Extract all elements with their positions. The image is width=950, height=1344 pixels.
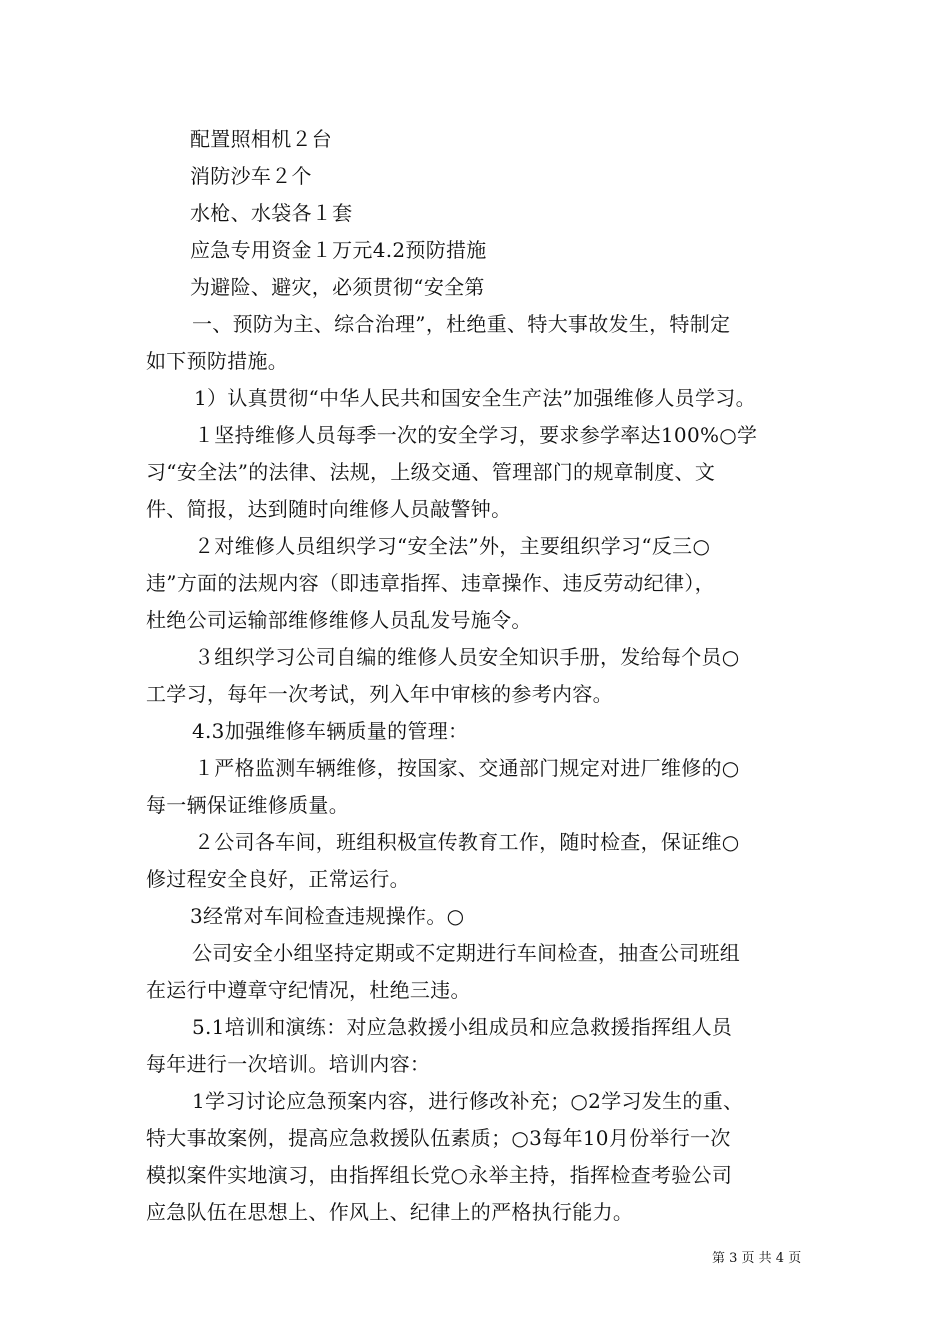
text-line: 件、简报，达到随时向维修人员敲警钟。	[146, 497, 512, 521]
text-line: 如下预防措施。	[146, 349, 289, 373]
text-line: 为避险、避灾，必须贯彻“安全第	[190, 275, 485, 299]
text-line: 模拟案件实地演习，由指挥组长党○永举主持，指挥检查考验公司	[146, 1163, 733, 1187]
text-line: 习“安全法”的法律、法规，上级交通、管理部门的规章制度、文	[146, 460, 716, 484]
text-line: 1学习讨论应急预案内容，进行修改补充；○2学习发生的重、	[192, 1089, 744, 1113]
text-line: ３组织学习公司自编的维修人员安全知识手册，发给每个员○	[194, 645, 740, 669]
text-line: 特大事故案例，提高应急救援队伍素质；○3每年10月份举行一次	[146, 1126, 731, 1150]
text-line: 一、预防为主、综合治理”，杜绝重、特大事故发生，特制定	[192, 312, 731, 336]
text-line: １严格监测车辆维修，按国家、交通部门规定对进厂维修的○	[194, 756, 740, 780]
text-line: 公司安全小组坚持定期或不定期进行车间检查，抽查公司班组	[192, 941, 741, 965]
text-line: 3经常对车间检查违规操作。○	[190, 904, 465, 928]
text-line: 消防沙车２个	[190, 164, 312, 188]
text-line: 配置照相机２台	[190, 127, 333, 151]
text-line: 修过程安全良好，正常运行。	[146, 867, 410, 891]
text-line: 5.1培训和演练：对应急救援小组成员和应急救援指挥组人员	[192, 1015, 733, 1039]
document-body	[146, 121, 811, 1231]
text-line: 杜绝公司运输部维修维修人员乱发号施令。	[146, 608, 532, 632]
text-line: １坚持维修人员每季一次的安全学习，要求参学率达100%○学	[194, 423, 758, 447]
text-line: ２对维修人员组织学习“安全法”外，主要组织学习“反三○	[194, 534, 711, 558]
text-line: 工学习，每年一次考试，列入年中审核的参考内容。	[146, 682, 613, 706]
text-line: 应急队伍在思想上、作风上、纪律上的严格执行能力。	[146, 1200, 634, 1224]
text-line: 违”方面的法规内容（即违章指挥、违章操作、违反劳动纪律），	[146, 571, 715, 595]
text-line: 4.3加强维修车辆质量的管理：	[192, 719, 469, 743]
page-number-footer: 第 3 页 共 4 页	[712, 1251, 802, 1266]
text-line: 每一辆保证维修质量。	[146, 793, 349, 817]
text-line: 每年进行一次培训。培训内容：	[146, 1052, 431, 1076]
text-line: 1）认真贯彻“中华人民共和国安全生产法”加强维修人员学习。	[194, 386, 756, 410]
text-line: ２公司各车间，班组积极宣传教育工作，随时检查，保证维○	[194, 830, 740, 854]
text-line: 水枪、水袋各１套	[190, 201, 353, 225]
text-line: 在运行中遵章守纪情况，杜绝三违。	[146, 978, 471, 1002]
text-line: 应急专用资金１万元4.2预防措施	[190, 238, 487, 262]
